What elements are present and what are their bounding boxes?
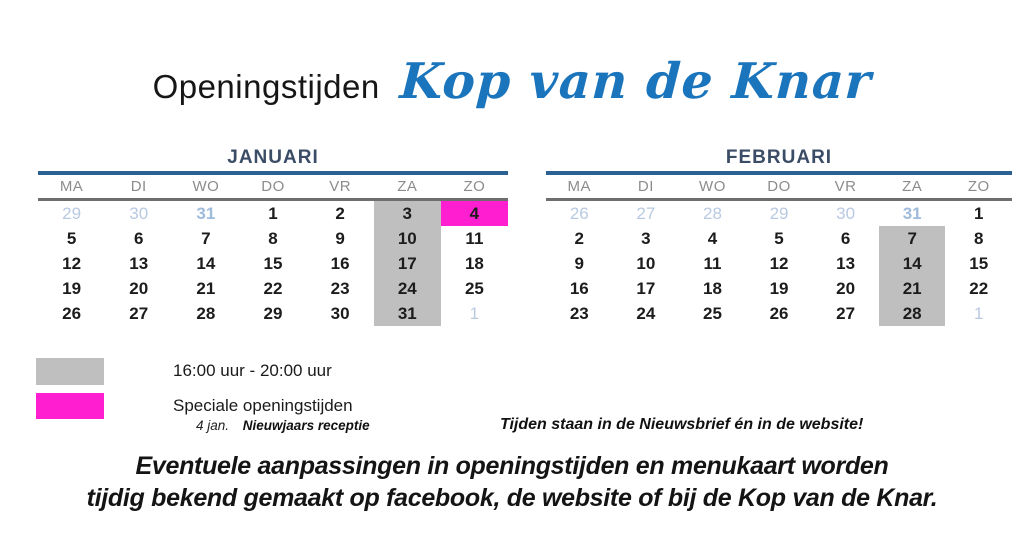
day-cell: 7 xyxy=(879,226,946,251)
title-prefix: Openingstijden xyxy=(152,68,380,105)
day-cell: 25 xyxy=(702,304,722,323)
legend-swatch-special-hours xyxy=(36,393,104,419)
day-cell: 9 xyxy=(335,229,345,248)
day-cell: 21 xyxy=(879,276,946,301)
day-cell: 31 xyxy=(902,204,922,223)
week-row xyxy=(546,301,1012,326)
week-row xyxy=(546,226,1012,251)
day-cell: 23 xyxy=(330,279,350,298)
week-row xyxy=(38,276,508,301)
day-header: WO xyxy=(699,178,726,195)
legend-label-special-hours: Speciale openingstijden xyxy=(173,396,353,415)
legend-label-regular-hours: 16:00 uur - 20:00 uur xyxy=(173,361,332,380)
day-header-row xyxy=(38,175,508,198)
newsletter-note: Tijden staan in de Nieuwsbrief én in de website! xyxy=(500,416,864,433)
day-cell: 4 xyxy=(441,201,508,226)
day-cell: 4 xyxy=(707,229,718,248)
week-row xyxy=(546,251,1012,276)
day-header: VR xyxy=(329,178,352,195)
day-header: ZA xyxy=(397,178,418,195)
day-cell: 23 xyxy=(569,304,589,323)
day-cell: 1 xyxy=(469,304,480,323)
day-cell: 10 xyxy=(636,254,656,273)
day-cell: 27 xyxy=(836,304,856,323)
day-cell: 7 xyxy=(201,229,211,248)
day-cell: 15 xyxy=(263,254,283,273)
day-cell: 8 xyxy=(268,229,278,248)
day-cell: 9 xyxy=(574,254,585,273)
day-cell: 20 xyxy=(836,279,856,298)
day-cell: 2 xyxy=(574,229,585,248)
day-cell: 14 xyxy=(196,254,216,273)
day-cell: 24 xyxy=(374,276,441,301)
day-cell: 1 xyxy=(268,204,278,223)
footer-disclaimer xyxy=(0,450,1024,514)
day-cell: 3 xyxy=(641,229,651,248)
day-header: DI xyxy=(130,178,147,195)
week-row xyxy=(38,301,508,326)
week-row xyxy=(38,201,508,226)
day-header-row xyxy=(546,175,1012,198)
day-header: DO xyxy=(261,178,285,195)
calendar-februari xyxy=(546,146,1012,326)
day-cell: 26 xyxy=(769,304,789,323)
day-cell: 5 xyxy=(66,229,77,248)
day-cell: 11 xyxy=(465,229,484,248)
day-cell: 28 xyxy=(702,204,722,223)
week-row xyxy=(38,251,508,276)
special-event-name: Nieuwjaars receptie xyxy=(242,418,370,433)
day-cell: 27 xyxy=(636,204,656,223)
day-cell: 17 xyxy=(374,251,441,276)
day-cell: 28 xyxy=(196,304,216,323)
day-cell: 29 xyxy=(62,204,82,223)
day-cell: 31 xyxy=(196,204,216,223)
day-cell: 30 xyxy=(836,204,856,223)
day-cell: 1 xyxy=(974,204,984,223)
day-cell: 11 xyxy=(703,254,722,273)
week-row xyxy=(546,201,1012,226)
day-cell: 12 xyxy=(62,254,82,273)
day-cell: 29 xyxy=(263,304,283,323)
calendar-januari xyxy=(38,146,508,326)
month-title: FEBRUARI xyxy=(725,147,833,168)
day-cell: 19 xyxy=(769,279,789,298)
day-header: MA xyxy=(59,178,84,195)
day-header: DO xyxy=(767,178,791,195)
day-cell: 22 xyxy=(263,279,283,298)
special-date: 4 jan. xyxy=(196,418,230,433)
day-cell: 31 xyxy=(374,301,441,326)
day-cell: 16 xyxy=(569,279,589,298)
day-cell: 21 xyxy=(196,279,216,298)
day-header: ZO xyxy=(463,178,486,195)
brand-logo-text: Kop van de Knar xyxy=(398,52,873,110)
day-cell: 24 xyxy=(636,304,656,323)
day-cell: 3 xyxy=(374,201,441,226)
day-cell: 15 xyxy=(969,254,989,273)
footer-line-2: tijdig bekend gemaakt op facebook, de website of bij de Kop van de Knar. xyxy=(86,484,938,512)
day-cell: 16 xyxy=(330,254,350,273)
day-cell: 27 xyxy=(129,304,149,323)
day-cell: 30 xyxy=(330,304,350,323)
day-cell: 13 xyxy=(129,254,149,273)
day-cell: 18 xyxy=(702,279,722,298)
day-cell: 8 xyxy=(974,229,984,248)
day-cell: 6 xyxy=(133,229,144,248)
day-header: VR xyxy=(834,178,857,195)
day-cell: 18 xyxy=(464,254,484,273)
footer-line-1: Eventuele aanpassingen in openingstijden en menukaart worden xyxy=(135,452,889,480)
day-cell: 26 xyxy=(569,204,589,223)
day-cell: 28 xyxy=(879,301,946,326)
day-cell: 26 xyxy=(62,304,82,323)
page-title xyxy=(0,52,1024,110)
day-cell: 10 xyxy=(374,226,441,251)
week-row xyxy=(38,226,508,251)
legend-swatch-regular-hours xyxy=(36,358,104,385)
day-header: DI xyxy=(637,178,654,195)
day-header: ZA xyxy=(902,178,923,195)
day-cell: 22 xyxy=(969,279,989,298)
day-cell: 6 xyxy=(840,229,851,248)
day-cell: 17 xyxy=(636,279,656,298)
day-cell: 19 xyxy=(62,279,82,298)
week-row xyxy=(546,276,1012,301)
day-header: WO xyxy=(192,178,220,195)
day-cell: 2 xyxy=(335,204,345,223)
day-cell: 14 xyxy=(879,251,946,276)
day-header: MA xyxy=(567,178,592,195)
day-cell: 25 xyxy=(464,279,484,298)
day-cell: 20 xyxy=(129,279,149,298)
day-cell: 29 xyxy=(769,204,789,223)
month-title: JANUARI xyxy=(227,147,319,168)
day-cell: 5 xyxy=(774,229,784,248)
day-cell: 12 xyxy=(769,254,789,273)
day-cell: 13 xyxy=(836,254,856,273)
legend-special-detail xyxy=(196,418,370,433)
day-cell: 30 xyxy=(129,204,149,223)
day-cell: 1 xyxy=(974,304,984,323)
day-header: ZO xyxy=(967,178,990,195)
